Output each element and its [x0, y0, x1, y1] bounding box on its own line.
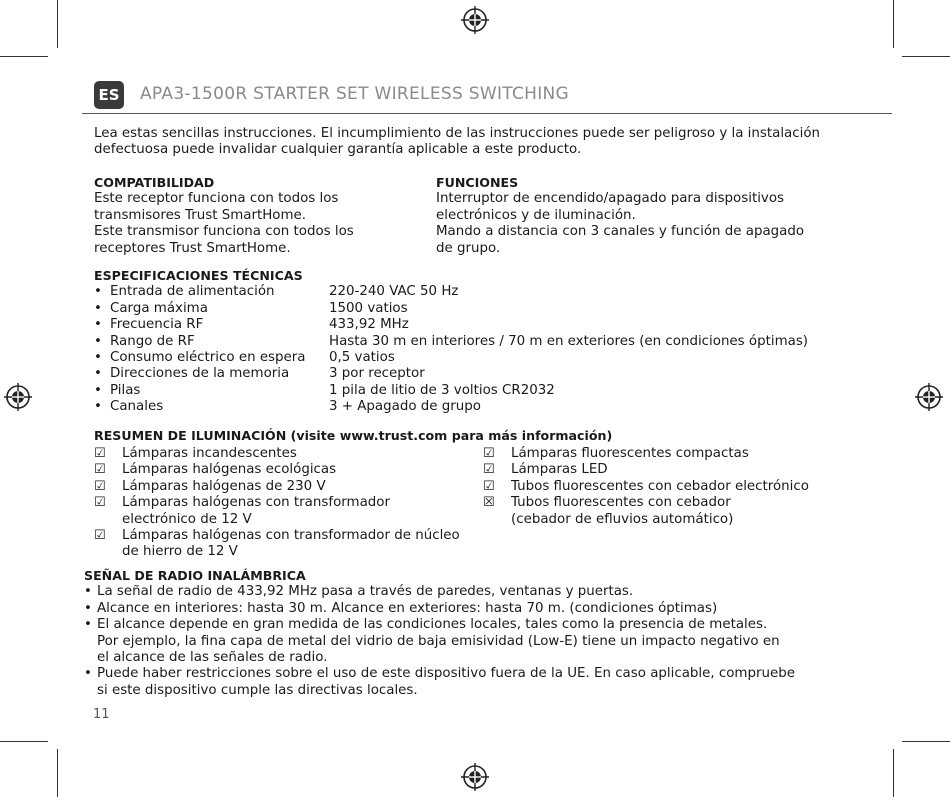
lamp-item [94, 479, 484, 495]
spec-row [94, 317, 854, 333]
lighting-list-left [94, 446, 484, 561]
lamp-label [122, 528, 460, 561]
radio-text [97, 666, 795, 699]
lamp-item [94, 528, 484, 561]
spec-key: Carga máxima [110, 300, 208, 316]
radio-section [84, 568, 884, 699]
lamp-label-line: Tubos fluorescentes con cebador [511, 495, 731, 511]
intro-line: Lea estas sencillas instrucciones. El incumplimiento de las instrucciones puede ser peligroso y la instalación [94, 126, 821, 141]
radio-text-line: El alcance depende en gran medida de las condiciones locales, tales como la presencia de metales. [97, 617, 768, 633]
compatibility-line: Este receptor funciona con todos los [94, 191, 339, 207]
spec-key: Canales [110, 399, 164, 415]
compatibility-section [94, 175, 354, 257]
radio-item [84, 601, 884, 617]
radio-item [84, 584, 884, 600]
lamp-label: Lámparas LED [511, 462, 608, 478]
lamp-item [483, 462, 883, 478]
language-badge: ES [94, 81, 124, 109]
lamp-item [94, 495, 484, 528]
checkbox-icon: ☑ [483, 462, 495, 478]
spec-row [94, 399, 854, 415]
spec-value: 220-240 VAC 50 Hz [329, 284, 459, 300]
registration-mark-icon [460, 5, 490, 35]
crop-mark [57, 749, 58, 797]
bullet: • [84, 666, 92, 682]
spec-value: 1500 vatios [329, 300, 408, 316]
spec-key: Rango de RF [110, 333, 195, 349]
lighting-list-right [483, 446, 883, 528]
lighting-heading: RESUMEN DE ILUMINACIÓN (visite www.trust.com para más información) [94, 428, 613, 443]
registration-mark-icon [914, 382, 944, 412]
bullet: • [84, 600, 92, 616]
lamp-label [122, 495, 390, 528]
spec-row [94, 383, 854, 399]
crop-mark [893, 0, 894, 48]
lamp-label-line: Lámparas halógenas con transformador de núcleo [122, 527, 460, 543]
functions-heading: FUNCIONES [436, 175, 519, 190]
header-divider [82, 113, 892, 114]
crop-mark [0, 56, 48, 57]
spec-row [94, 350, 854, 366]
compatibility-line: Este transmisor funciona con todos los [94, 224, 354, 240]
lamp-label-line: electrónico de 12 V [122, 511, 252, 527]
spec-row [94, 334, 854, 350]
spec-value: 3 por receptor [329, 366, 425, 382]
radio-text [97, 617, 780, 666]
lamp-item [483, 446, 883, 462]
lamp-label-line: Lámparas halógenas con transformador [122, 495, 390, 511]
bullet: • [94, 366, 102, 382]
lamp-label: Lámparas halógenas ecológicas [122, 462, 337, 478]
radio-text-line: Puede haber restricciones sobre el uso de este dispositivo fuera de la UE. En caso aplicable, compruebe [97, 666, 795, 682]
checkbox-icon: ☑ [94, 446, 106, 461]
page-title: APA3-1500R STARTER SET WIRELESS SWITCHING [140, 84, 570, 104]
bullet: • [84, 617, 92, 633]
functions-line: electrónicos y de iluminación. [436, 207, 636, 223]
compatibility-line: transmisores Trust SmartHome. [94, 207, 307, 223]
checkbox-icon: ☑ [94, 495, 106, 511]
checkbox-icon: ☑ [483, 478, 495, 494]
spec-row [94, 301, 854, 317]
functions-line: de grupo. [436, 240, 501, 256]
lamp-label [511, 495, 733, 528]
radio-text: La señal de radio de 433,92 MHz pasa a través de paredes, ventanas y puertas. [97, 584, 634, 600]
bullet: • [84, 584, 92, 600]
radio-text-line: el alcance de las señales de radio. [97, 650, 328, 665]
bullet: • [94, 333, 102, 349]
bullet: • [94, 300, 102, 316]
spec-value: 0,5 vatios [329, 349, 395, 365]
lamp-label-line: de hierro de 12 V [122, 544, 238, 560]
functions-section [436, 175, 804, 257]
checkbox-icon: ☑ [483, 446, 495, 461]
checkbox-icon: ☑ [94, 478, 106, 494]
spec-key: Direcciones de la memoria [110, 366, 290, 382]
radio-item [84, 617, 884, 666]
lamp-label-line: (cebador de efluvios automático) [511, 511, 734, 527]
lamp-label: Lámparas incandescentes [122, 446, 297, 461]
spec-key: Entrada de alimentación [110, 284, 275, 300]
spec-key: Frecuencia RF [110, 317, 204, 333]
radio-heading: SEÑAL DE RADIO INALÁMBRICA [84, 568, 306, 583]
spec-row [94, 284, 854, 300]
lamp-label: Lámparas fluorescentes compactas [511, 446, 749, 461]
radio-text-line: si este dispositivo cumple las directivas locales. [97, 682, 418, 698]
registration-mark-icon [3, 382, 33, 412]
radio-text: Alcance en interiores: hasta 30 m. Alcance en exteriores: hasta 70 m. (condiciones óptimas) [97, 600, 718, 616]
specifications-section [94, 268, 854, 416]
crop-mark [902, 741, 950, 742]
compatibility-line: receptores Trust SmartHome. [94, 240, 291, 256]
spec-key: Pilas [110, 382, 141, 398]
crop-mark [0, 741, 48, 742]
radio-item [84, 666, 884, 699]
crop-mark [893, 749, 894, 797]
bullet: • [94, 349, 102, 365]
spec-value: 3 + Apagado de grupo [329, 399, 481, 415]
cross-box-icon: ☒ [483, 495, 495, 511]
lamp-label: Lámparas halógenas de 230 V [122, 478, 326, 494]
radio-text-line: Por ejemplo, la fina capa de metal del vidrio de baja emisividad (Low-E) tiene un impacto negativo en [97, 633, 780, 649]
lamp-label: Tubos fluorescentes con cebador electrónico [511, 478, 809, 494]
spec-row [94, 366, 854, 382]
compatibility-heading: COMPATIBILIDAD [94, 175, 215, 190]
checkbox-icon: ☑ [94, 527, 106, 543]
bullet: • [94, 382, 102, 398]
lamp-item [94, 462, 484, 478]
functions-line: Mando a distancia con 3 canales y función de apagado [436, 224, 805, 240]
crop-mark [902, 56, 950, 57]
spec-value: Hasta 30 m en interiores / 70 m en exteriores (en condiciones óptimas) [329, 333, 809, 349]
lamp-item [483, 495, 883, 528]
intro-paragraph [94, 126, 820, 159]
spec-value: 433,92 MHz [329, 317, 409, 333]
intro-line: defectuosa puede invalidar cualquier garantía aplicable a este producto. [94, 142, 582, 158]
spec-value: 1 pila de litio de 3 voltios CR2032 [329, 382, 555, 398]
lamp-item [94, 446, 484, 462]
registration-mark-icon [460, 762, 490, 792]
crop-mark [57, 0, 58, 48]
lamp-item [483, 479, 883, 495]
functions-line: Interruptor de encendido/apagado para dispositivos [436, 191, 785, 207]
specifications-heading: ESPECIFICACIONES TÉCNICAS [94, 268, 303, 283]
bullet: • [94, 284, 102, 300]
page-number: 11 [93, 707, 110, 722]
bullet: • [94, 399, 102, 415]
checkbox-icon: ☑ [94, 462, 106, 478]
spec-key: Consumo eléctrico en espera [110, 349, 306, 365]
bullet: • [94, 317, 102, 333]
